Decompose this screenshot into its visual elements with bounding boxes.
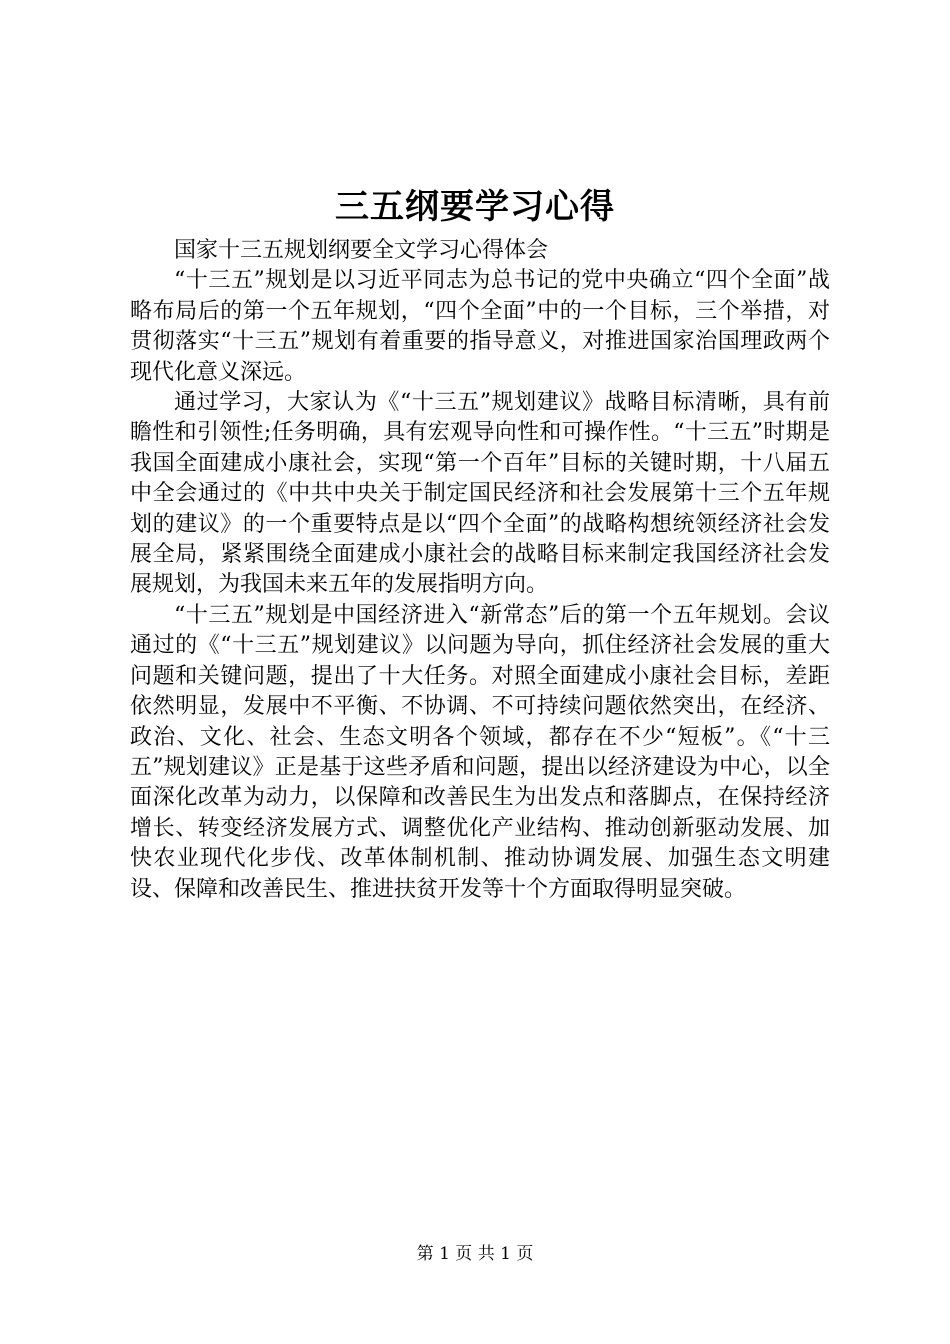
document-body (130, 236, 830, 905)
paragraph-1: “十三五”规划是以习近平同志为总书记的党中央确立“四个全面”战略布局后的第一个五年规划，“四个全面”中的一个目标，三个举措，对贯彻落实“十三五”规划有着重要的指导意义，对推进国家治国理政两个现代化意义深远。 (130, 268, 830, 385)
document-title: 三五纲要学习心得 (335, 187, 615, 227)
page-number-footer: 第 1 页 共 1 页 (416, 1244, 534, 1264)
paragraph-2: 通过学习，大家认为《“十三五”规划建议》战略目标清晰，具有前瞻性和引领性;任务明确，具有宏观导向性和可操作性。“十三五”时期是我国全面建成小康社会，实现“第一个百年”目标的关键时期，十八届五中全会通过的《中共中央关于制定国民经济和社会发展第十三个五年规划的建议》的一个重要特点是以“四个全面”的战略构想统领经济社会发展全局，紧紧围绕全面建成小康社会的战略目标来制定我国经济社会发展规划，为我国未来五年的发展指明方向。 (130, 390, 830, 598)
document-subtitle: 国家十三五规划纲要全文学习心得体会 (174, 238, 549, 263)
paragraph-3: “十三五”规划是中国经济进入“新常态”后的第一个五年规划。会议通过的《“十三五”规划建议》以问题为导向，抓住经济社会发展的重大问题和关键问题，提出了十大任务。对照全面建成小康社会目标，差距依然明显，发展中不平衡、不协调、不可持续问题依然突出，在经济、政治、文化、社会、生态文明各个领域，都存在不少“短板”。《“十三五”规划建议》正是基于这些矛盾和问题，提出以经济建设为中心，以全面深化改革为动力，以保障和改善民生为出发点和落脚点，在保持经济增长、转变经济发展方式、调整优化产业结构、推动创新驱动发展、加快农业现代化步伐、改革体制机制、推动协调发展、加强生态文明建设、保障和改善民生、推进扶贫开发等十个方面取得明显突破。 (130, 602, 830, 902)
